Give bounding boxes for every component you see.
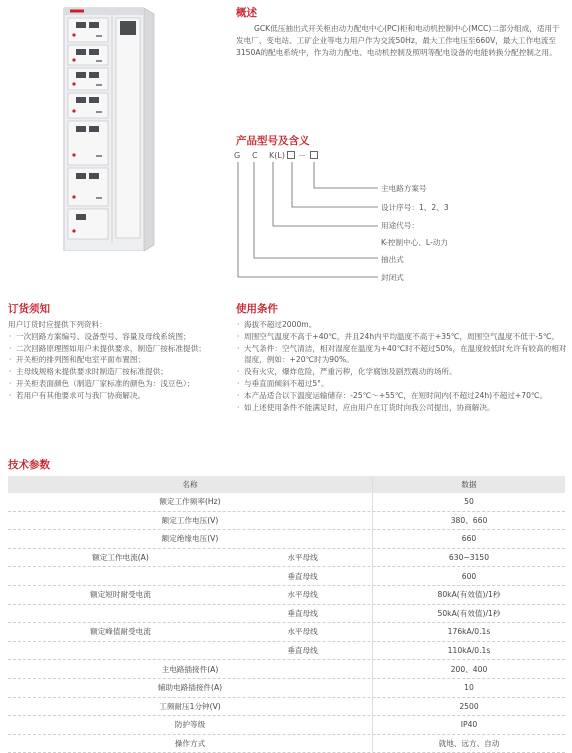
row-value: 80kA(有效值)/1秒: [437, 590, 501, 600]
code-g: G: [234, 151, 241, 160]
table-row: [8, 567, 565, 586]
model-leader-lines: [230, 160, 380, 280]
row-sub: 垂直母线: [233, 642, 373, 660]
list-item: · 海拔不超过2000m。: [236, 319, 570, 331]
list-item: · 若用户有其他要求可与我厂协商解决。: [8, 390, 222, 402]
list-item: · 大气条件：空气清洁，相对湿度在温度为+40℃时不超过50%，在温度较低时允许有较高的相对湿度，例如：+20℃时为90%。: [236, 343, 570, 367]
header-name: 名称: [8, 476, 373, 493]
table-row: [8, 530, 565, 549]
legend-usage-detail: K-控制中心、L-动力: [381, 238, 448, 247]
row-value: 630~3150: [448, 553, 490, 563]
row-value: 660: [461, 534, 477, 544]
ordering-intro: 用户订货时应提供下列资料：: [8, 320, 107, 329]
table-row: [8, 642, 565, 661]
row-value: 200、400: [450, 664, 488, 674]
row-name: 额定工作电压(V): [8, 512, 373, 530]
row-value: 110kA/0.1s: [447, 646, 491, 656]
row-value: 380、660: [450, 515, 488, 525]
table-row: [8, 512, 565, 531]
model-title: 产品型号及含义: [236, 135, 310, 147]
overview-text: GCK低压抽出式开关柜由动力配电中心(PC)柜和电动机控制中心(MCC)二部分组成，适用于发电厂、变电站、工矿企业等电力用户作为交流50Hz，最大工作电压至660V，最大工作电流至3150A的配电系统中，作为动力配电、电动机控制及照明等配电设备的电能转换分配控制之用。: [236, 24, 560, 57]
specs-title: 技术参数: [8, 459, 50, 471]
code-c: C: [252, 151, 258, 160]
row-sub: 水平母线: [233, 623, 373, 641]
list-item: · 如上述使用条件不能满足时，应由用户在订货时向我公司提出，协商解决。: [236, 402, 570, 414]
row-name: 工频耐压1分钟(V): [8, 698, 373, 716]
list-item: · 没有火灾，爆炸危险，严重污秽，化学腐蚀及剧烈震动的场所。: [236, 366, 570, 378]
table-row: [8, 493, 565, 512]
row-group: 额定短时耐受电流: [90, 590, 151, 600]
row-value: 就地、远方、自动: [438, 739, 500, 749]
list-item: · 开关柜表面颜色（制造厂家标准的颜色为：浅豆色）；: [8, 378, 222, 390]
ordering-list: [8, 319, 222, 402]
table-row: [8, 716, 565, 735]
row-sub: 垂直母线: [233, 567, 373, 585]
row-sub: 水平母线: [233, 549, 373, 567]
legend-scheme: 主电路方案号: [381, 184, 427, 193]
list-item: · 本产品适合以下温度运输储存：-25℃～+55℃，在短时间内(不超过24h)不超过+70℃。: [236, 390, 570, 402]
code-box-2: [310, 151, 318, 159]
legend-usage: 用途代号：: [381, 221, 419, 230]
list-item: · 与垂直面倾斜不超过5°。: [236, 378, 570, 390]
table-row: [8, 549, 565, 568]
list-item: · 主母线规格未提供要求时制造厂按标准提供；: [8, 366, 222, 378]
row-name: 额定绝缘电压(V): [8, 530, 373, 548]
row-name: 操作方式: [8, 735, 373, 753]
table-row: [8, 623, 565, 642]
ordering-title: 订货须知: [8, 303, 50, 315]
conditions-list: [236, 319, 570, 413]
legend-design-no: 设计序号：1、2、3: [381, 203, 449, 212]
row-value: 600: [461, 571, 477, 581]
conditions-title: 使用条件: [236, 303, 278, 315]
switchgear-cabinet-image: [56, 5, 160, 251]
table-row: [8, 679, 565, 698]
code-box-1: [287, 151, 295, 159]
row-name: 防护等级: [8, 716, 373, 734]
table-row: [8, 605, 565, 624]
row-value: 50kA(有效值)/1秒: [437, 608, 501, 618]
table-row: [8, 586, 565, 605]
row-value: IP40: [460, 720, 478, 730]
table-header: [8, 476, 565, 493]
table-row: [8, 698, 565, 717]
row-name: 辅助电路插接件(A): [8, 679, 373, 697]
list-item: · 开关柜的排列图和配电室平面布置图；: [8, 354, 222, 366]
row-sub: 水平母线: [233, 586, 373, 604]
row-value: 2500: [459, 701, 479, 711]
code-dash: －: [298, 151, 306, 160]
row-value: 50: [464, 497, 474, 507]
row-value: 176kA/0.1s: [447, 627, 491, 637]
header-value: 数据: [461, 480, 477, 489]
table-row: [8, 660, 565, 679]
code-kl: K(L): [269, 151, 285, 160]
list-item: · 二次回路原理图如用户未提供要求，制造厂按标准提供；: [8, 343, 222, 355]
list-item: · 周围空气温度不高于+40℃，并且24h内平均温度不高于+35℃，周围空气温度不低于-5℃。: [236, 331, 570, 343]
row-name: 额定工作频率(Hz): [8, 493, 373, 511]
specs-table: [8, 476, 565, 753]
row-sub: 垂直母线: [233, 605, 373, 623]
table-row: [8, 735, 565, 753]
row-name: 主电路插接件(A): [8, 660, 373, 678]
legend-drawout: 抽出式: [381, 255, 404, 264]
overview-title: 概述: [236, 7, 257, 19]
row-value: 10: [464, 683, 474, 693]
legend-enclosed: 封闭式: [381, 273, 404, 282]
list-item: · 一次回路方案编号、设备型号、容量及母线系统图；: [8, 331, 222, 343]
row-group: 额定峰值耐受电流: [90, 627, 151, 637]
row-group: 额定工作电流(A): [92, 553, 149, 563]
